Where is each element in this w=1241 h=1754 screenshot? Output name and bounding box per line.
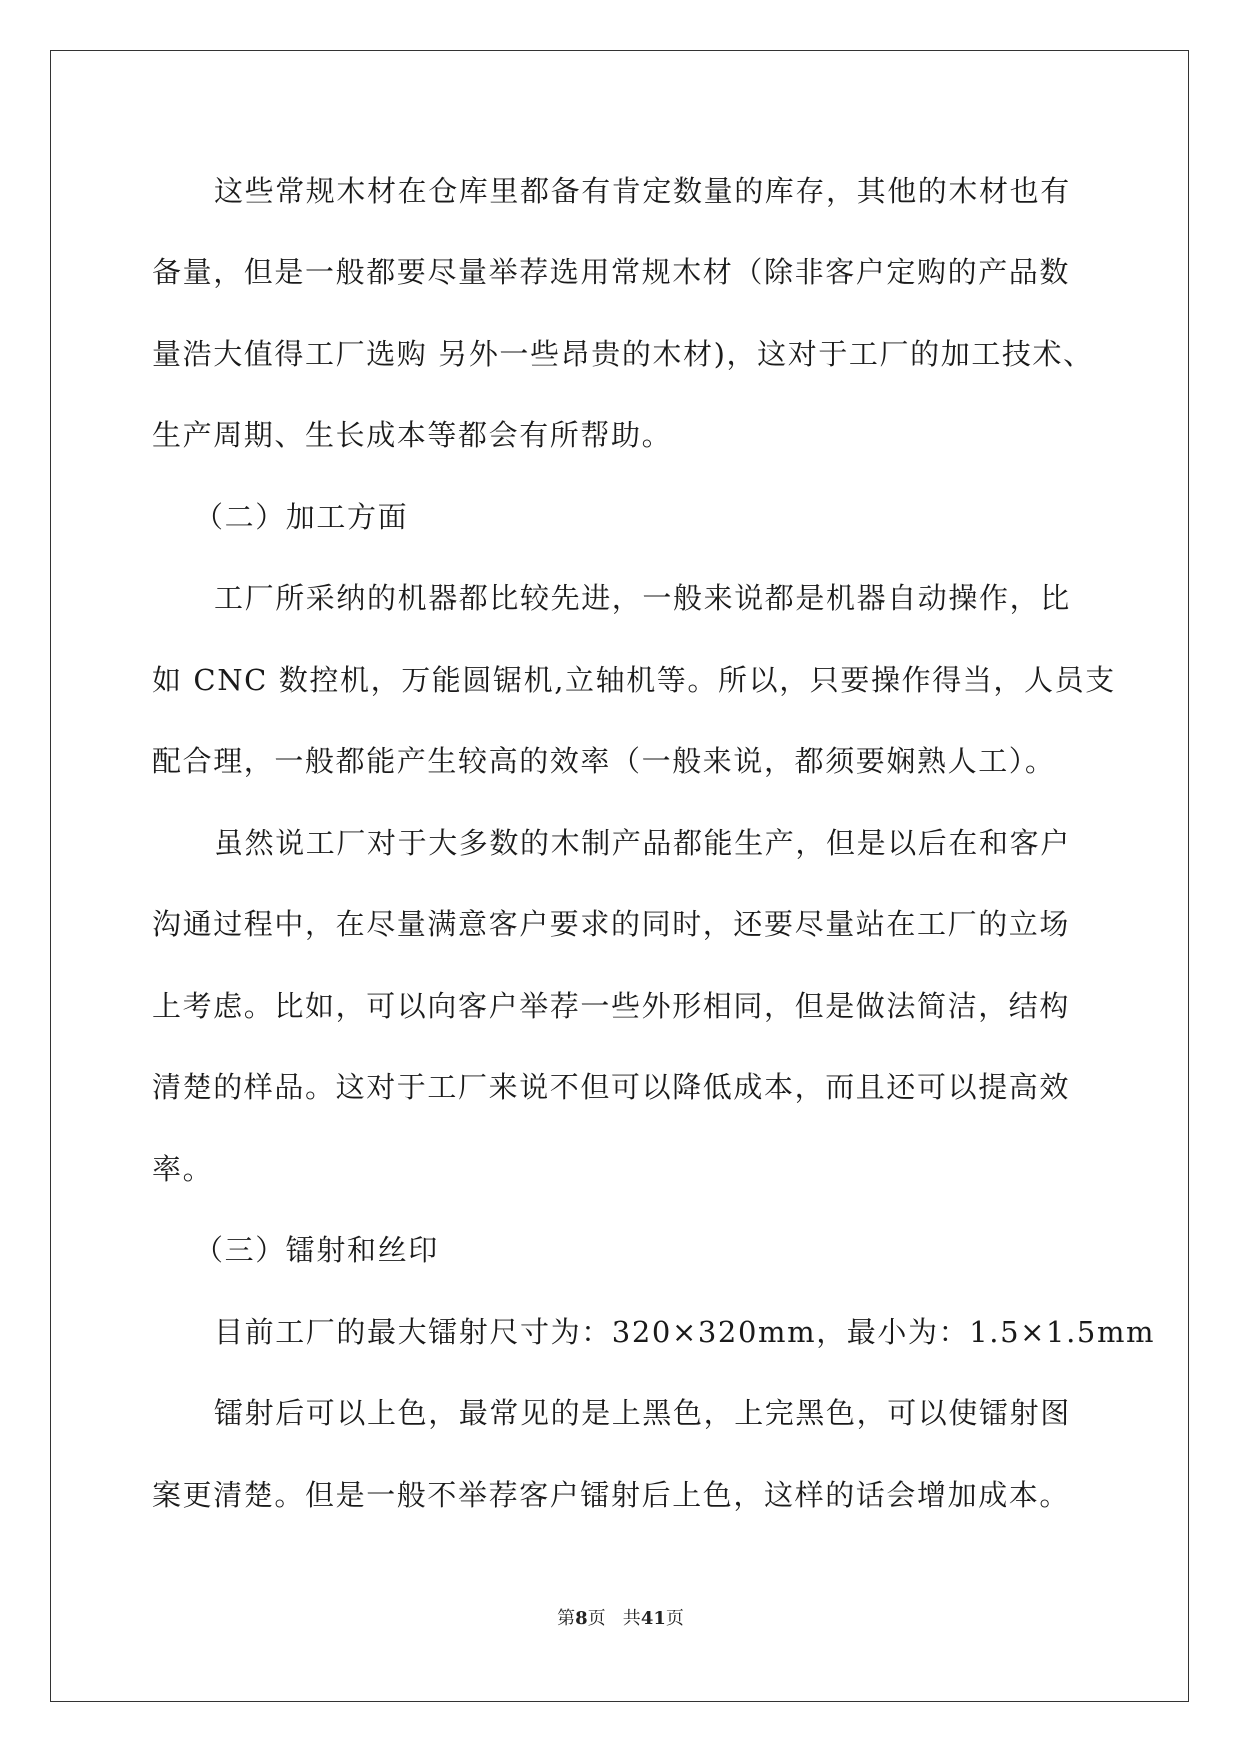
paragraph-line: 备量，但是一般都要尽量举荐选用常规木材（除非客户定购的产品数 xyxy=(152,255,1071,289)
paragraph-line: 上考虑。比如，可以向客户举荐一些外形相同，但是做法简洁，结构 xyxy=(152,989,1071,1023)
paragraph-line: 目前工厂的最大镭射尺寸为：320×320mm，最小为：1.5×1.5mm xyxy=(214,1315,1156,1349)
footer-suffix: 页 xyxy=(665,1608,684,1629)
page-footer xyxy=(0,1607,1241,1631)
section-heading: （三）镭射和丝印 xyxy=(194,1233,439,1267)
paragraph-line: 虽然说工厂对于大多数的木制产品都能生产，但是以后在和客户 xyxy=(214,826,1071,860)
section-heading: （二）加工方面 xyxy=(194,500,409,534)
total-page-count: 41 xyxy=(640,1608,666,1629)
paragraph-line: 工厂所采纳的机器都比较先进，一般来说都是机器自动操作，比 xyxy=(214,581,1071,615)
current-page-number: 8 xyxy=(575,1608,588,1629)
paragraph-line: 这些常规木材在仓库里都备有肯定数量的库存，其他的木材也有 xyxy=(214,174,1071,208)
page-border xyxy=(50,50,1189,1702)
paragraph-line: 量浩大值得工厂选购 另外一些昂贵的木材)，这对于工厂的加工技术、 xyxy=(152,337,1094,371)
paragraph-line: 清楚的样品。这对于工厂来说不但可以降低成本，而且还可以提高效 xyxy=(152,1070,1071,1104)
footer-prefix: 第 xyxy=(557,1608,576,1629)
paragraph-line: 沟通过程中，在尽量满意客户要求的同时，还要尽量站在工厂的立场 xyxy=(152,907,1071,941)
paragraph-line: 率。 xyxy=(152,1152,214,1186)
paragraph-line: 配合理，一般都能产生较高的效率（一般来说，都须要娴熟人工）。 xyxy=(152,744,1056,778)
paragraph-line: 镭射后可以上色，最常见的是上黑色，上完黑色，可以使镭射图 xyxy=(214,1396,1071,1430)
footer-middle: 页 共 xyxy=(587,1608,641,1629)
paragraph-line: 案更清楚。但是一般不举荐客户镭射后上色，这样的话会增加成本。 xyxy=(152,1478,1071,1512)
paragraph-line: 如 CNC 数控机，万能圆锯机,立轴机等。所以，只要操作得当，人员支 xyxy=(152,663,1116,697)
paragraph-line: 生产周期、生长成本等都会有所帮助。 xyxy=(152,418,673,452)
